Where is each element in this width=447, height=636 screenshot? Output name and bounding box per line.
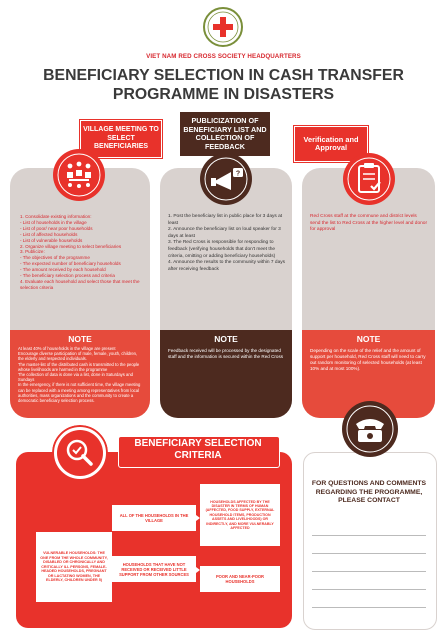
- note-title: NOTE: [356, 334, 381, 344]
- body-line: 3. The Red Cross is responsible for responding to feedback (verifying households that don't meet the criteria, omitting or adding beneficiary households): [168, 240, 276, 259]
- note-box-publicization: [160, 330, 292, 418]
- criteria-flow-arrows: [26, 490, 288, 620]
- note-item: Depending on the scale of the relief and the amount of support per household, Red Cross staff will need to carry out random monitoring of selected households (at least 10% and at most 100%).: [310, 348, 426, 371]
- note-item: At least 40% of households in the village are present: [18, 346, 116, 351]
- step-tag-verification: Verification and Approval: [294, 126, 368, 162]
- note-item: Feedback received will be processed by the designated staff and the information is secured within the Red Cross: [168, 348, 284, 359]
- body-line: 1. Consolidate existing information:: [20, 214, 92, 219]
- body-line: - List of households in the village: [20, 219, 87, 225]
- body-line: 3. Publicize:: [20, 249, 45, 255]
- note-item: The master-list of the distributed cash is transmitted to the people whose livelihoods are harmed in the programme: [18, 361, 140, 372]
- step-tag-publicization: PUBLICIZATION OF BENEFICIARY LIST AND COLLECTION OF FEEDBACK: [180, 112, 270, 156]
- note-item: Encourage diverse participation of male, female, youth, children, the elderly and respected individuals.: [18, 351, 138, 362]
- contact-line: [312, 553, 426, 554]
- contact-line: [312, 535, 426, 536]
- organization-name: VIET NAM RED CROSS SOCIETY HEADQUARTERS: [146, 53, 301, 60]
- contact-line: [312, 571, 426, 572]
- body-line: 2. Announce the beneficiary list on loud speaker for 3 days at least: [168, 227, 281, 239]
- body-line: Red Cross staff at the commune and district levels send the list to Red Cross at the higher level and donor for approval: [310, 214, 428, 233]
- contact-line: [312, 607, 426, 608]
- body-line: - The beneficiary selection process and criteria: [20, 273, 115, 279]
- contact-text: FOR QUESTIONS AND COMMENTS REGARDING THE PROGRAMME, PLEASE CONTACT: [311, 480, 427, 504]
- note-item: In the emergency, if there is not sufficient time, the village meeting can be replaced with a meeting among representatives from local authorities, mass organizations and the community to create a democratic beneficiary selection process.: [18, 382, 141, 404]
- body-line: 1. Post the beneficiary list in public place for 3 days at least: [168, 214, 283, 226]
- meeting-icon: [52, 148, 106, 202]
- body-line: - The amount received by each household: [20, 267, 106, 273]
- body-line: 4. Announce the results to the community within 7 days after receiving feedback: [168, 260, 286, 272]
- note-item: The collection of data is done via a list, done in Saturdays and Sundays: [18, 372, 133, 383]
- note-title: NOTE: [214, 334, 238, 344]
- telephone-icon: [341, 400, 399, 458]
- step-body-publicization: [168, 214, 286, 273]
- megaphone-icon: [199, 152, 253, 206]
- body-line: 4. Evaluate each household and select those that meet the selection criteria: [20, 278, 140, 290]
- page-title: BENEFICIARY SELECTION IN CASH TRANSFER PROGRAMME IN DISASTERS: [43, 67, 404, 103]
- body-line: - The expected number of beneficiary households: [20, 261, 121, 267]
- note-list: [18, 346, 142, 403]
- body-line: - List of vulnerable households: [20, 237, 83, 243]
- note-box-village-meeting: [10, 330, 150, 418]
- search-check-icon: [52, 425, 108, 481]
- body-line: - The objectives of the programme: [20, 255, 90, 261]
- body-line: - List of affected households: [20, 231, 78, 237]
- body-line: 2. Organize village meeting to select beneficiaries: [20, 243, 122, 249]
- contact-line: [312, 589, 426, 590]
- clipboard-check-icon: [342, 152, 396, 206]
- contact-box: [303, 452, 437, 630]
- criteria-item: HOUSEHOLDS AFFECTED BY THE DISASTER IN TERMS OF HUMAN (AFFECTED, FOOD SUPPLY, EXTERNAL HOUSEHOLD ITEMS, PRODUCTION ASSETS AND LIVELIHOODS) OR INDIRECTLY, AND MORE VULNERABLY AFFECTED: [200, 484, 280, 546]
- red-cross-emblem: [202, 6, 244, 48]
- criteria-item: VULNERABLE HOUSEHOLDS: THE ONE FROM THE WHOLE COMMUNITY, DISABLED OR CHRONICALLY AND CRITICALLY ILL PERSONS, FEMALE-HEADED HOUSEHOLDS, PREGNANT OR LACTATING WOMEN, THE ELDERLY, CHILDREN UNDER 5): [36, 532, 112, 602]
- note-title: NOTE: [68, 334, 92, 344]
- criteria-item: POOR AND NEAR-POOR HOUSEHOLDS: [200, 566, 280, 592]
- svg-text:?: ?: [235, 170, 241, 178]
- body-line: - List of poor/ near poor households: [20, 225, 93, 231]
- step-body-village-meeting: [20, 214, 144, 291]
- criteria-title: BENEFICIARY SELECTION CRITERIA: [134, 438, 262, 461]
- step-tag-village-meeting: VILLAGE MEETING TO SELECT BENEFICIARIES: [80, 120, 162, 158]
- criteria-item: ALL OF THE HOUSEHOLDS IN THE VILLAGE: [112, 505, 196, 531]
- step-body-verification: [310, 214, 428, 234]
- criteria-item: HOUSEHOLDS THAT HAVE NOT RECEIVED OR RECEIVED LITTLE SUPPORT FROM OTHER SOURCES: [112, 556, 196, 582]
